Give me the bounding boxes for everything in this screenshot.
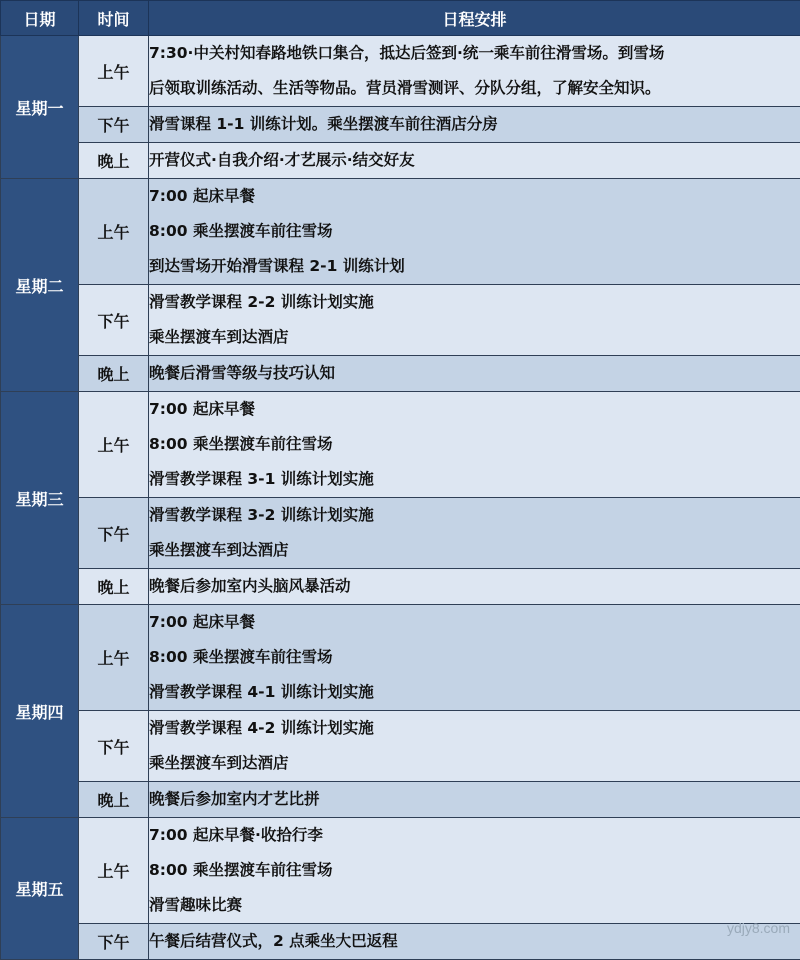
day-label: 星期四 [1, 605, 79, 818]
plan-line: 晚餐后参加室内头脑风暴活动 [149, 569, 800, 604]
time-slot-label: 下午 [79, 107, 149, 143]
header-day: 日期 [1, 1, 79, 36]
plan-line: 乘坐摆渡车到达酒店 [149, 533, 800, 568]
plan-line: 晚餐后参加室内才艺比拼 [149, 782, 800, 817]
plan-line: 8:00 乘坐摆渡车前往雪场 [149, 640, 800, 675]
plan-cell [149, 818, 800, 924]
time-slot-label: 上午 [79, 179, 149, 285]
plan-line: 8:00 乘坐摆渡车前往雪场 [149, 427, 800, 462]
day-label: 星期一 [1, 36, 79, 179]
table-row [1, 356, 800, 392]
plan-line: 7:00 起床早餐 [149, 392, 800, 427]
table-row [1, 392, 800, 498]
time-slot-label: 上午 [79, 36, 149, 107]
header-time: 时间 [79, 1, 149, 36]
time-slot-label: 下午 [79, 711, 149, 782]
table-header-row [1, 1, 800, 36]
plan-cell [149, 569, 800, 605]
time-slot-label: 下午 [79, 498, 149, 569]
plan-line: 后领取训练活动、生活等物品。营员滑雪测评、分队分组，了解安全知识。 [149, 71, 800, 106]
plan-line: 滑雪教学课程 3-2 训练计划实施 [149, 498, 800, 533]
plan-line: 开营仪式·自我介绍·才艺展示·结交好友 [149, 143, 800, 178]
plan-cell [149, 711, 800, 782]
plan-cell [149, 179, 800, 285]
time-slot-label: 下午 [79, 285, 149, 356]
plan-line: 乘坐摆渡车到达酒店 [149, 746, 800, 781]
table-row [1, 107, 800, 143]
plan-line: 7:00 起床早餐 [149, 605, 800, 640]
day-label: 星期二 [1, 179, 79, 392]
plan-cell [149, 605, 800, 711]
table-row [1, 924, 800, 960]
plan-line: 乘坐摆渡车到达酒店 [149, 320, 800, 355]
plan-line: 滑雪教学课程 4-2 训练计划实施 [149, 711, 800, 746]
table-row [1, 818, 800, 924]
plan-cell [149, 356, 800, 392]
plan-cell [149, 285, 800, 356]
plan-line: 午餐后结营仪式，2 点乘坐大巴返程 [149, 924, 800, 959]
time-slot-label: 上午 [79, 605, 149, 711]
plan-cell [149, 392, 800, 498]
plan-cell [149, 782, 800, 818]
table-row [1, 285, 800, 356]
time-slot-label: 晚上 [79, 569, 149, 605]
plan-line: 7:00 起床早餐·收拾行李 [149, 818, 800, 853]
table-row [1, 605, 800, 711]
day-label: 星期三 [1, 392, 79, 605]
plan-line: 晚餐后滑雪等级与技巧认知 [149, 356, 800, 391]
header-plan: 日程安排 [149, 1, 800, 36]
table-row [1, 782, 800, 818]
plan-cell [149, 924, 800, 960]
plan-cell [149, 143, 800, 179]
table-row [1, 143, 800, 179]
table-row [1, 569, 800, 605]
time-slot-label: 上午 [79, 818, 149, 924]
time-slot-label: 晚上 [79, 356, 149, 392]
plan-line: 到达雪场开始滑雪课程 2-1 训练计划 [149, 249, 800, 284]
table-row [1, 36, 800, 107]
day-label: 星期五 [1, 818, 79, 960]
watermark: ydjy8.com [727, 920, 790, 936]
table-row [1, 179, 800, 285]
plan-line: 7:00 起床早餐 [149, 179, 800, 214]
table-row [1, 498, 800, 569]
plan-cell [149, 107, 800, 143]
time-slot-label: 下午 [79, 924, 149, 960]
plan-line: 滑雪课程 1-1 训练计划。乘坐摆渡车前往酒店分房 [149, 107, 800, 142]
schedule-body [1, 36, 800, 960]
plan-line: 8:00 乘坐摆渡车前往雪场 [149, 214, 800, 249]
plan-line: 滑雪教学课程 2-2 训练计划实施 [149, 285, 800, 320]
time-slot-label: 上午 [79, 392, 149, 498]
plan-cell [149, 36, 800, 107]
plan-line: 滑雪教学课程 3-1 训练计划实施 [149, 462, 800, 497]
table-row [1, 711, 800, 782]
plan-line: 滑雪教学课程 4-1 训练计划实施 [149, 675, 800, 710]
plan-line: 7:30·中关村知春路地铁口集合，抵达后签到·统一乘车前往滑雪场。到雪场 [149, 36, 800, 71]
plan-line: 滑雪趣味比赛 [149, 888, 800, 923]
plan-line: 8:00 乘坐摆渡车前往雪场 [149, 853, 800, 888]
plan-cell [149, 498, 800, 569]
time-slot-label: 晚上 [79, 143, 149, 179]
time-slot-label: 晚上 [79, 782, 149, 818]
